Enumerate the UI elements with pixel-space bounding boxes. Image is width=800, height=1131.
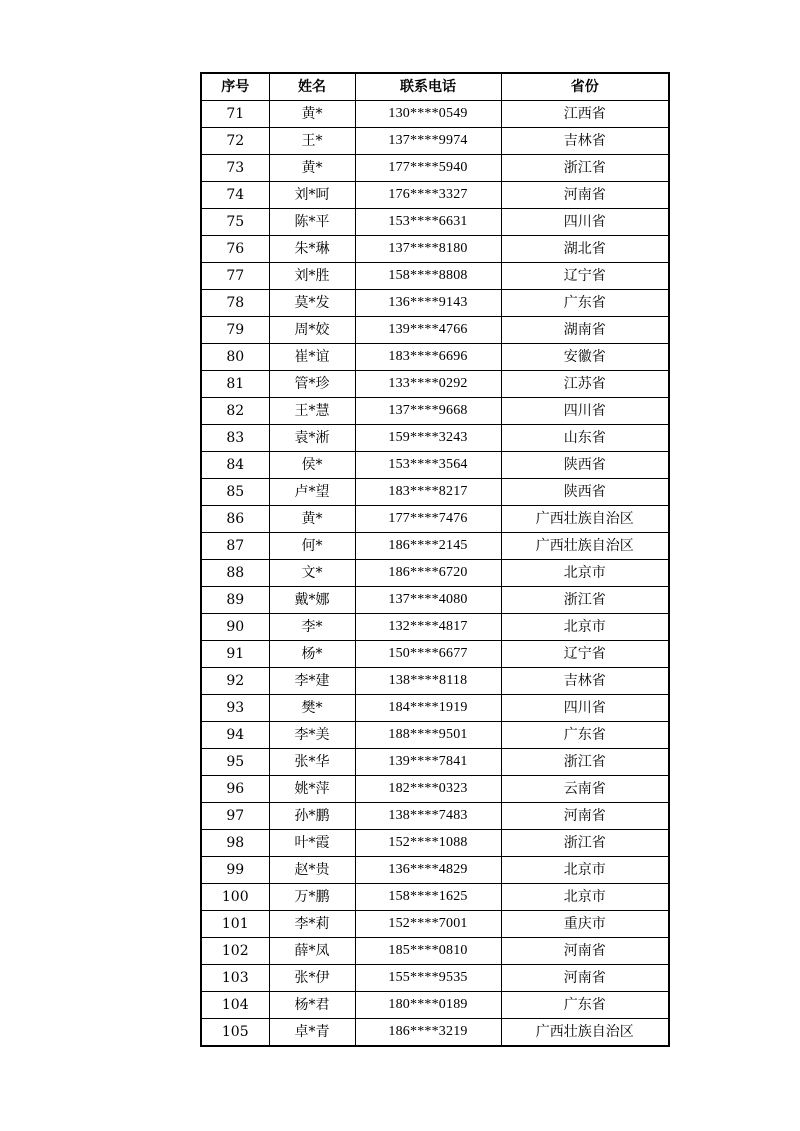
cell-province: 吉林省 bbox=[501, 668, 669, 695]
table-row bbox=[201, 425, 669, 452]
cell-phone: 184****1919 bbox=[355, 695, 501, 722]
table-row bbox=[201, 344, 669, 371]
cell-phone: 137****4080 bbox=[355, 587, 501, 614]
cell-phone: 152****7001 bbox=[355, 911, 501, 938]
cell-phone: 188****9501 bbox=[355, 722, 501, 749]
cell-index: 80 bbox=[201, 344, 269, 371]
cell-province: 湖北省 bbox=[501, 236, 669, 263]
cell-phone: 138****8118 bbox=[355, 668, 501, 695]
cell-phone: 139****7841 bbox=[355, 749, 501, 776]
cell-phone: 136****9143 bbox=[355, 290, 501, 317]
table-row bbox=[201, 938, 669, 965]
cell-name: 周*姣 bbox=[269, 317, 355, 344]
cell-province: 浙江省 bbox=[501, 749, 669, 776]
cell-phone: 158****8808 bbox=[355, 263, 501, 290]
cell-name: 李*美 bbox=[269, 722, 355, 749]
cell-phone: 177****5940 bbox=[355, 155, 501, 182]
cell-province: 广西壮族自治区 bbox=[501, 533, 669, 560]
cell-phone: 177****7476 bbox=[355, 506, 501, 533]
cell-index: 98 bbox=[201, 830, 269, 857]
cell-name: 袁*淅 bbox=[269, 425, 355, 452]
cell-name: 张*华 bbox=[269, 749, 355, 776]
table-row bbox=[201, 668, 669, 695]
cell-name: 王*慧 bbox=[269, 398, 355, 425]
cell-name: 孙*鹏 bbox=[269, 803, 355, 830]
cell-name: 薛*凤 bbox=[269, 938, 355, 965]
cell-name: 黄* bbox=[269, 101, 355, 128]
cell-name: 朱*琳 bbox=[269, 236, 355, 263]
cell-phone: 153****6631 bbox=[355, 209, 501, 236]
header-index: 序号 bbox=[201, 73, 269, 101]
cell-province: 河南省 bbox=[501, 182, 669, 209]
cell-index: 89 bbox=[201, 587, 269, 614]
cell-name: 张*伊 bbox=[269, 965, 355, 992]
cell-phone: 132****4817 bbox=[355, 614, 501, 641]
table-row bbox=[201, 884, 669, 911]
cell-province: 重庆市 bbox=[501, 911, 669, 938]
cell-province: 浙江省 bbox=[501, 830, 669, 857]
cell-name: 杨*君 bbox=[269, 992, 355, 1019]
table-row bbox=[201, 317, 669, 344]
header-row bbox=[201, 73, 669, 101]
cell-phone: 137****9974 bbox=[355, 128, 501, 155]
cell-name: 侯* bbox=[269, 452, 355, 479]
cell-province: 四川省 bbox=[501, 209, 669, 236]
cell-index: 100 bbox=[201, 884, 269, 911]
table-row bbox=[201, 803, 669, 830]
cell-index: 79 bbox=[201, 317, 269, 344]
cell-index: 90 bbox=[201, 614, 269, 641]
table-row bbox=[201, 722, 669, 749]
cell-index: 87 bbox=[201, 533, 269, 560]
table-row bbox=[201, 587, 669, 614]
cell-index: 72 bbox=[201, 128, 269, 155]
cell-index: 96 bbox=[201, 776, 269, 803]
cell-index: 75 bbox=[201, 209, 269, 236]
cell-index: 85 bbox=[201, 479, 269, 506]
table-body bbox=[201, 101, 669, 1047]
cell-index: 95 bbox=[201, 749, 269, 776]
cell-province: 吉林省 bbox=[501, 128, 669, 155]
cell-province: 广东省 bbox=[501, 290, 669, 317]
cell-name: 卓*青 bbox=[269, 1019, 355, 1047]
cell-phone: 137****9668 bbox=[355, 398, 501, 425]
cell-province: 江西省 bbox=[501, 101, 669, 128]
cell-name: 卢*望 bbox=[269, 479, 355, 506]
cell-phone: 150****6677 bbox=[355, 641, 501, 668]
cell-province: 北京市 bbox=[501, 560, 669, 587]
table-row bbox=[201, 479, 669, 506]
table-row bbox=[201, 290, 669, 317]
table-row bbox=[201, 695, 669, 722]
cell-province: 江苏省 bbox=[501, 371, 669, 398]
cell-name: 崔*谊 bbox=[269, 344, 355, 371]
cell-province: 浙江省 bbox=[501, 155, 669, 182]
cell-index: 104 bbox=[201, 992, 269, 1019]
cell-province: 山东省 bbox=[501, 425, 669, 452]
table-row bbox=[201, 776, 669, 803]
table-row bbox=[201, 209, 669, 236]
cell-index: 73 bbox=[201, 155, 269, 182]
cell-index: 74 bbox=[201, 182, 269, 209]
cell-name: 何* bbox=[269, 533, 355, 560]
cell-name: 万*鹏 bbox=[269, 884, 355, 911]
table-row bbox=[201, 182, 669, 209]
cell-phone: 133****0292 bbox=[355, 371, 501, 398]
cell-phone: 183****8217 bbox=[355, 479, 501, 506]
cell-phone: 138****7483 bbox=[355, 803, 501, 830]
table-row bbox=[201, 236, 669, 263]
cell-name: 黄* bbox=[269, 155, 355, 182]
cell-phone: 137****8180 bbox=[355, 236, 501, 263]
cell-province: 北京市 bbox=[501, 857, 669, 884]
cell-province: 辽宁省 bbox=[501, 263, 669, 290]
cell-province: 四川省 bbox=[501, 695, 669, 722]
table-row bbox=[201, 641, 669, 668]
cell-name: 陈*平 bbox=[269, 209, 355, 236]
cell-name: 管*珍 bbox=[269, 371, 355, 398]
cell-index: 71 bbox=[201, 101, 269, 128]
table-row bbox=[201, 101, 669, 128]
table-row bbox=[201, 560, 669, 587]
cell-phone: 186****3219 bbox=[355, 1019, 501, 1047]
cell-index: 83 bbox=[201, 425, 269, 452]
cell-index: 102 bbox=[201, 938, 269, 965]
cell-province: 浙江省 bbox=[501, 587, 669, 614]
cell-province: 河南省 bbox=[501, 938, 669, 965]
cell-phone: 180****0189 bbox=[355, 992, 501, 1019]
cell-phone: 130****0549 bbox=[355, 101, 501, 128]
header-province: 省份 bbox=[501, 73, 669, 101]
cell-index: 84 bbox=[201, 452, 269, 479]
cell-province: 北京市 bbox=[501, 614, 669, 641]
cell-name: 李*建 bbox=[269, 668, 355, 695]
header-phone: 联系电话 bbox=[355, 73, 501, 101]
cell-name: 刘*胜 bbox=[269, 263, 355, 290]
cell-name: 赵*贵 bbox=[269, 857, 355, 884]
cell-province: 广西壮族自治区 bbox=[501, 1019, 669, 1047]
cell-index: 99 bbox=[201, 857, 269, 884]
table-row bbox=[201, 1019, 669, 1047]
table-row bbox=[201, 857, 669, 884]
cell-phone: 182****0323 bbox=[355, 776, 501, 803]
cell-index: 105 bbox=[201, 1019, 269, 1047]
cell-province: 安徽省 bbox=[501, 344, 669, 371]
table-row bbox=[201, 533, 669, 560]
cell-province: 广东省 bbox=[501, 992, 669, 1019]
roster-table bbox=[200, 72, 670, 1047]
cell-phone: 176****3327 bbox=[355, 182, 501, 209]
cell-province: 河南省 bbox=[501, 965, 669, 992]
cell-name: 黄* bbox=[269, 506, 355, 533]
cell-index: 77 bbox=[201, 263, 269, 290]
table-row bbox=[201, 398, 669, 425]
cell-name: 姚*萍 bbox=[269, 776, 355, 803]
cell-index: 93 bbox=[201, 695, 269, 722]
cell-name: 文* bbox=[269, 560, 355, 587]
cell-name: 王* bbox=[269, 128, 355, 155]
table-row bbox=[201, 965, 669, 992]
cell-index: 103 bbox=[201, 965, 269, 992]
cell-province: 广东省 bbox=[501, 722, 669, 749]
cell-name: 杨* bbox=[269, 641, 355, 668]
table-row bbox=[201, 749, 669, 776]
cell-province: 北京市 bbox=[501, 884, 669, 911]
cell-index: 88 bbox=[201, 560, 269, 587]
cell-index: 101 bbox=[201, 911, 269, 938]
cell-index: 81 bbox=[201, 371, 269, 398]
cell-phone: 158****1625 bbox=[355, 884, 501, 911]
cell-index: 92 bbox=[201, 668, 269, 695]
cell-index: 86 bbox=[201, 506, 269, 533]
table-header bbox=[201, 73, 669, 101]
cell-index: 78 bbox=[201, 290, 269, 317]
table-row bbox=[201, 155, 669, 182]
cell-province: 广西壮族自治区 bbox=[501, 506, 669, 533]
cell-name: 戴*娜 bbox=[269, 587, 355, 614]
cell-phone: 186****6720 bbox=[355, 560, 501, 587]
cell-phone: 136****4829 bbox=[355, 857, 501, 884]
cell-index: 97 bbox=[201, 803, 269, 830]
header-name: 姓名 bbox=[269, 73, 355, 101]
table-row bbox=[201, 830, 669, 857]
table-row bbox=[201, 263, 669, 290]
cell-name: 莫*发 bbox=[269, 290, 355, 317]
table-row bbox=[201, 371, 669, 398]
cell-province: 云南省 bbox=[501, 776, 669, 803]
cell-phone: 186****2145 bbox=[355, 533, 501, 560]
cell-province: 辽宁省 bbox=[501, 641, 669, 668]
cell-phone: 159****3243 bbox=[355, 425, 501, 452]
cell-name: 李*莉 bbox=[269, 911, 355, 938]
cell-phone: 153****3564 bbox=[355, 452, 501, 479]
cell-phone: 139****4766 bbox=[355, 317, 501, 344]
cell-index: 91 bbox=[201, 641, 269, 668]
cell-province: 陕西省 bbox=[501, 479, 669, 506]
cell-province: 陕西省 bbox=[501, 452, 669, 479]
cell-index: 82 bbox=[201, 398, 269, 425]
cell-province: 湖南省 bbox=[501, 317, 669, 344]
cell-phone: 152****1088 bbox=[355, 830, 501, 857]
cell-name: 叶*霞 bbox=[269, 830, 355, 857]
cell-province: 四川省 bbox=[501, 398, 669, 425]
table-row bbox=[201, 506, 669, 533]
cell-province: 河南省 bbox=[501, 803, 669, 830]
table-row bbox=[201, 614, 669, 641]
cell-name: 李* bbox=[269, 614, 355, 641]
table-row bbox=[201, 911, 669, 938]
table-row bbox=[201, 452, 669, 479]
table-row bbox=[201, 128, 669, 155]
cell-phone: 183****6696 bbox=[355, 344, 501, 371]
table-row bbox=[201, 992, 669, 1019]
cell-phone: 155****9535 bbox=[355, 965, 501, 992]
cell-index: 94 bbox=[201, 722, 269, 749]
cell-index: 76 bbox=[201, 236, 269, 263]
cell-name: 樊* bbox=[269, 695, 355, 722]
cell-name: 刘*呵 bbox=[269, 182, 355, 209]
cell-phone: 185****0810 bbox=[355, 938, 501, 965]
